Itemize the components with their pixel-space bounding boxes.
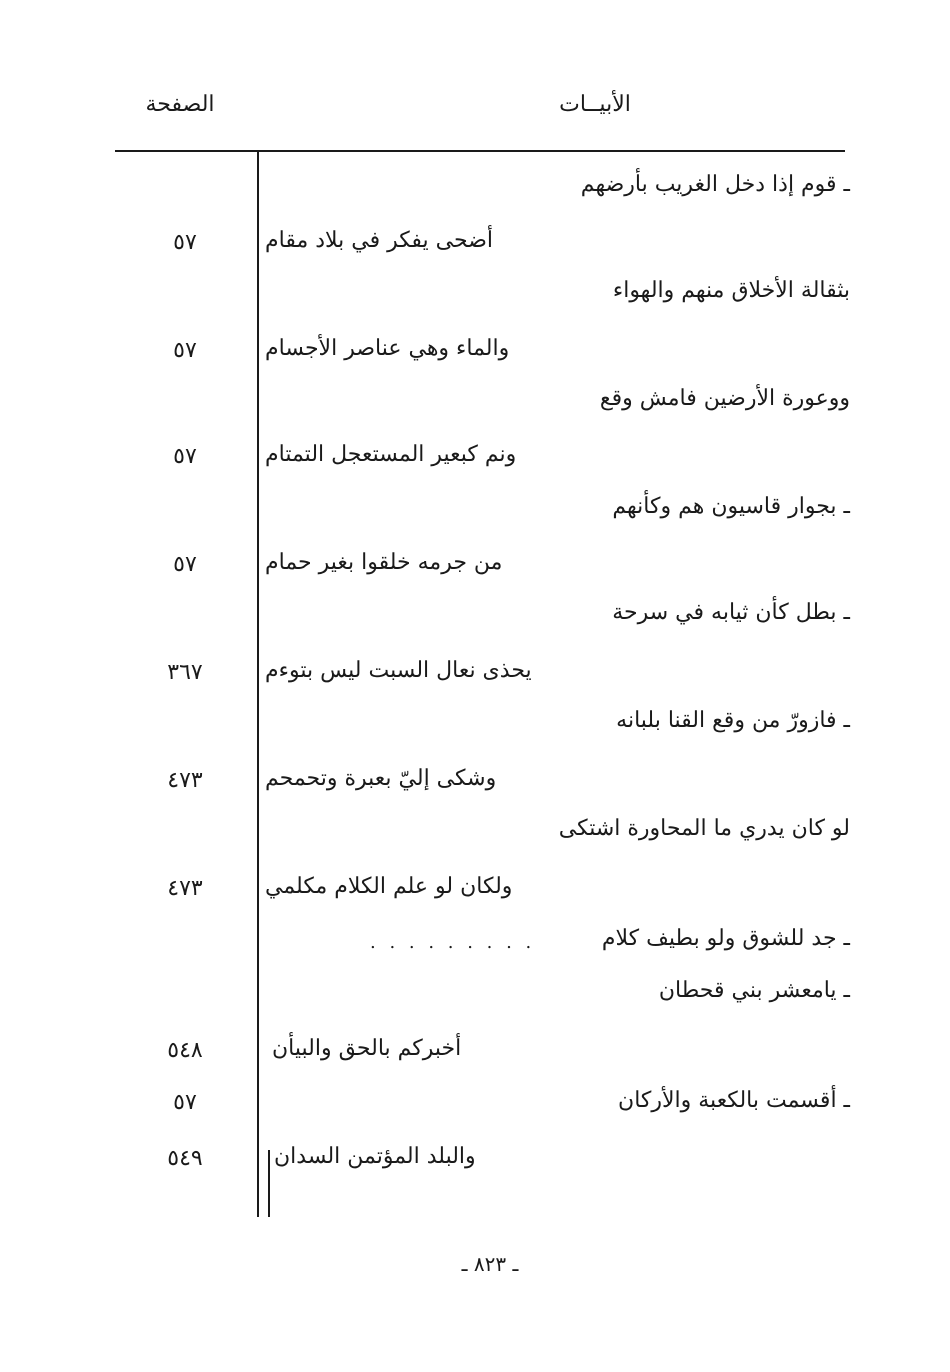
page-number: ٤٧٣ — [167, 876, 203, 901]
column-divider — [257, 150, 259, 1217]
page-number: ٥٧ — [173, 1090, 197, 1115]
verse-first-hemistich: بثقالة الأخلاق منهم والهواء — [612, 278, 850, 303]
verse-second-hemistich: والماء وهي عناصر الأجسام — [265, 336, 510, 361]
page-footer-number: ـ ٨٢٣ ـ — [461, 1252, 519, 1276]
verse-first-hemistich: لو كان يدري ما المحاورة اشتكى — [558, 816, 850, 841]
page-number: ٥٤٩ — [167, 1146, 203, 1171]
verse-first-hemistich: ـ فازورّ من وقع القنا بلبانه — [616, 708, 850, 733]
verse-first-hemistich: ـ قوم إذا دخل الغريب بأرضهم — [580, 172, 850, 197]
page-number: ٣٦٧ — [167, 660, 203, 685]
header-divider — [115, 150, 845, 152]
page-number: ٥٤٨ — [167, 1038, 203, 1063]
verse-second-hemistich: ولكان لو علم الكلام مكلمي — [265, 874, 513, 899]
verse-second-hemistich: ونم كبعير المستعجل التمتام — [265, 442, 517, 467]
verse-second-hemistich: من جرمه خلقوا بغير حمام — [265, 550, 503, 575]
verse-first-hemistich: ووعورة الأرضين فامش وقع — [599, 386, 850, 411]
page-number: ٥٧ — [173, 444, 197, 469]
page-number: ٥٧ — [173, 230, 197, 255]
verse-first-hemistich: ـ بجوار قاسيون هم وكأنهم — [612, 494, 850, 519]
column-header-verses: الأبيــات — [559, 92, 631, 117]
page-number: ٥٧ — [173, 338, 197, 363]
ellipsis-placeholder: . . . . . . . . . — [370, 932, 536, 953]
verse-second-hemistich: يحذى نعال السبت ليس بتوءم — [265, 658, 532, 683]
verse-first-hemistich: ـ جد للشوق ولو بطيف كلام — [601, 926, 850, 951]
page-number: ٥٧ — [173, 552, 197, 577]
verse-first-hemistich: ـ بطل كأن ثيابه في سرحة — [612, 600, 850, 625]
verse-first-hemistich: ـ يامعشر بني قحطان — [658, 978, 850, 1003]
verse-second-hemistich: أضحى يفكر في بلاد مقام — [265, 228, 493, 253]
page-number: ٤٧٣ — [167, 768, 203, 793]
column-divider-lower — [268, 1150, 270, 1217]
verse-second-hemistich: أخبركم بالحق والبيأن — [272, 1036, 462, 1061]
column-header-page: الصفحة — [145, 92, 215, 117]
verse-second-hemistich: وشكى إليّ بعبرة وتحمحم — [265, 766, 497, 791]
verse-first-hemistich: ـ أقسمت بالكعبة والأركان — [618, 1088, 850, 1113]
verse-second-hemistich: والبلد المؤتمن السدان — [274, 1144, 476, 1169]
